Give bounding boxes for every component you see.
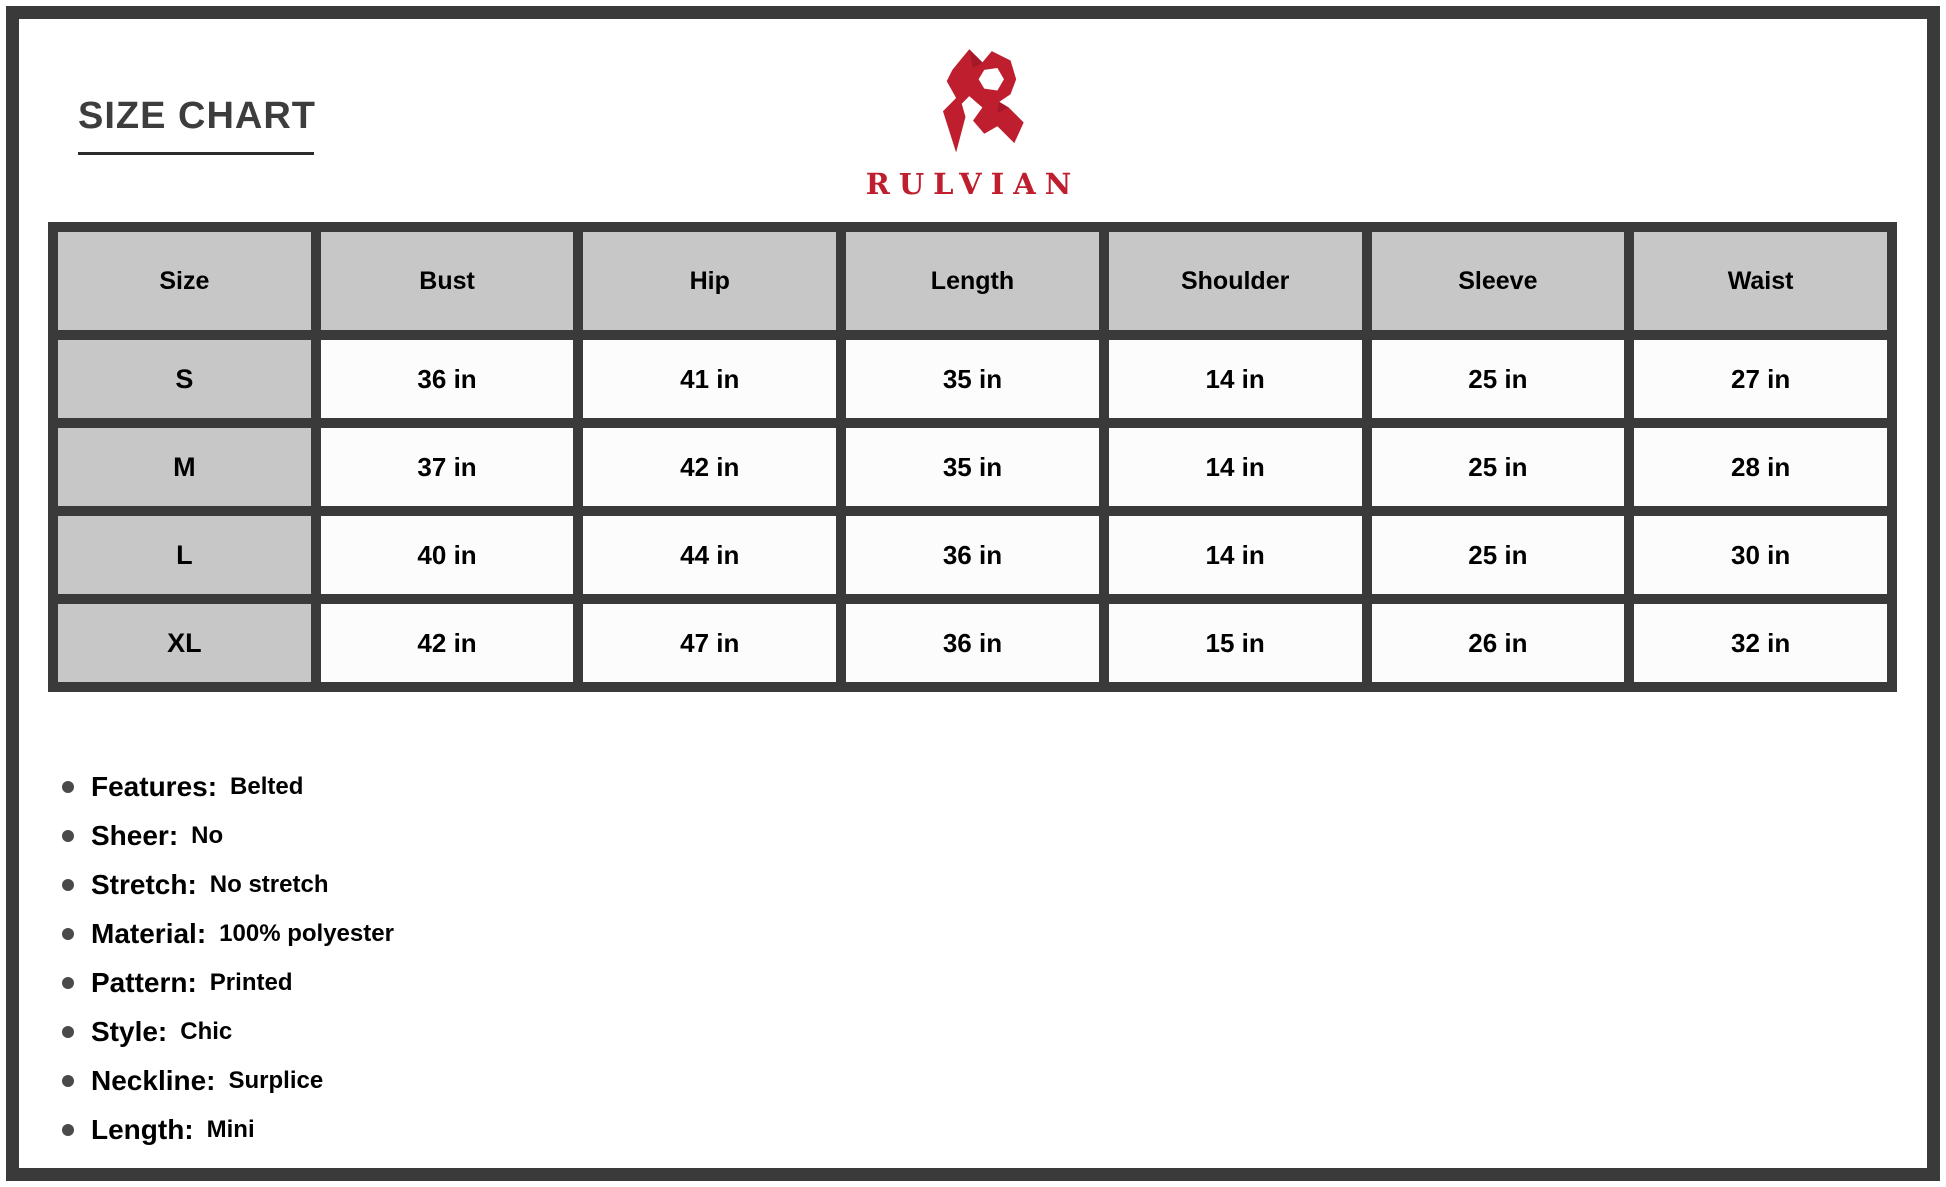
col-header-hip: Hip [583,232,836,330]
list-item-features [62,762,394,811]
bullet-icon [62,928,74,940]
brand-logo-r-shape [943,49,1024,152]
col-header-shoulder: Shoulder [1109,232,1362,330]
col-header-length: Length [846,232,1099,330]
list-item-stretch [62,860,394,909]
cell-hip: 41 in [583,340,836,418]
brand-name: RULVIAN [865,167,1081,201]
bullet-icon [62,977,74,989]
detail-value: No [191,821,224,849]
brand-logo-block [0,38,1946,201]
cell-sleeve: 25 in [1372,428,1625,506]
bullet-icon [62,1075,74,1087]
table-row-m [58,428,1887,506]
detail-value: Chic [180,1017,233,1045]
detail-value: 100% polyester [219,919,394,947]
detail-value: Surplice [228,1066,324,1094]
table-row-s [58,340,1887,418]
cell-bust: 37 in [321,428,574,506]
list-item-sheer [62,811,394,860]
bullet-icon [62,1026,74,1038]
size-label: L [58,516,311,594]
size-label: XL [58,604,311,682]
cell-bust: 40 in [321,516,574,594]
list-item-material [62,909,394,958]
cell-waist: 27 in [1634,340,1887,418]
bullet-icon [62,830,74,842]
cell-waist: 32 in [1634,604,1887,682]
size-label: S [58,340,311,418]
cell-hip: 44 in [583,516,836,594]
size-chart-table [48,222,1897,692]
list-item-pattern [62,958,394,1007]
cell-sleeve: 25 in [1372,516,1625,594]
detail-label: Neckline: [91,1064,216,1096]
table-header-row [58,232,1887,330]
list-item-length [62,1105,394,1154]
col-header-sleeve: Sleeve [1372,232,1625,330]
col-header-size: Size [58,232,311,330]
detail-value: No stretch [209,870,329,898]
product-details-list [62,762,394,1154]
table-row-xl [58,604,1887,682]
detail-value: Belted [230,772,304,800]
detail-label: Length: [91,1113,194,1145]
cell-length: 35 in [846,340,1099,418]
cell-shoulder: 14 in [1109,340,1362,418]
detail-label: Stretch: [91,868,197,900]
detail-label: Pattern: [91,966,197,998]
bullet-icon [62,781,74,793]
cell-waist: 28 in [1634,428,1887,506]
size-label: M [58,428,311,506]
cell-waist: 30 in [1634,516,1887,594]
detail-label: Features: [91,770,218,802]
bullet-icon [62,879,74,891]
cell-length: 36 in [846,516,1099,594]
cell-sleeve: 26 in [1372,604,1625,682]
col-header-waist: Waist [1634,232,1887,330]
cell-shoulder: 15 in [1109,604,1362,682]
col-header-bust: Bust [321,232,574,330]
page-title: SIZE CHART [78,95,316,137]
cell-shoulder: 14 in [1109,428,1362,506]
detail-value: Printed [209,968,293,996]
cell-hip: 42 in [583,428,836,506]
cell-length: 35 in [846,428,1099,506]
detail-label: Material: [91,917,207,949]
cell-length: 36 in [846,604,1099,682]
cell-bust: 42 in [321,604,574,682]
cell-bust: 36 in [321,340,574,418]
detail-value: Mini [206,1115,255,1143]
brand-logo-icon [903,38,1043,160]
list-item-style [62,1007,394,1056]
table-row-l [58,516,1887,594]
cell-shoulder: 14 in [1109,516,1362,594]
detail-label: Sheer: [91,819,179,851]
cell-sleeve: 25 in [1372,340,1625,418]
cell-hip: 47 in [583,604,836,682]
detail-label: Style: [91,1015,168,1047]
list-item-neckline [62,1056,394,1105]
bullet-icon [62,1124,74,1136]
